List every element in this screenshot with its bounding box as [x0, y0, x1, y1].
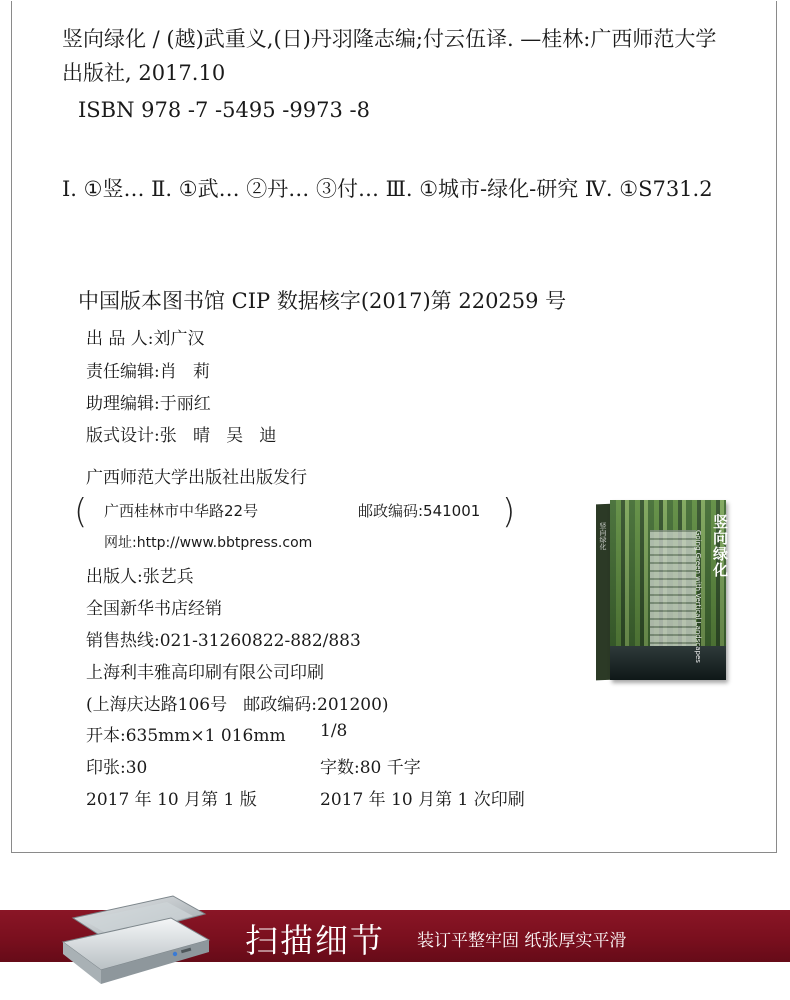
printing: 2017 年 10 月第 1 次印刷	[320, 790, 525, 810]
isbn: ISBN 978 -7 -5495 -9973 -8	[78, 98, 370, 122]
right-bracket: )	[502, 492, 516, 532]
format: 开本:635mm×1 016mm	[86, 726, 286, 746]
fold: 1/8	[320, 721, 348, 741]
cip-description: 竖向绿化 / (越)武重义,(日)丹羽隆志编;付云伍译. —桂林:广西师范大学出版社, 2017.10	[62, 27, 717, 85]
book-title: 竖向绿化	[711, 514, 729, 578]
publisher-person: 出版人:张艺兵	[86, 567, 194, 587]
publisher-address: 广西桂林市中华路22号	[104, 502, 259, 520]
sheets: 印张:30	[86, 758, 148, 778]
building-illustration	[650, 530, 696, 650]
publisher-name: 广西师范大学出版社出版发行	[86, 468, 307, 488]
cip-classification: Ⅰ. ①竖… Ⅱ. ①武… ②丹… ③付… Ⅲ. ①城市-绿化-研究 Ⅳ. ①S731.2	[62, 177, 713, 201]
credit-label: 版式设计:	[86, 426, 160, 446]
book-spine-title: 竖向绿化	[599, 521, 607, 551]
credit-value: 张 晴 吴 迪	[159, 426, 277, 446]
distribution: 全国新华书店经销	[86, 599, 222, 619]
cip-number: 中国版本图书馆 CIP 数据核字(2017)第 220259 号	[78, 289, 567, 313]
scanner-icon	[55, 888, 215, 988]
printer-address: (上海庆达路106号 邮政编码:201200)	[86, 695, 389, 715]
credit-assistant-editor	[86, 389, 211, 414]
credit-layout-design	[86, 421, 276, 446]
credit-value: 刘广汉	[153, 329, 205, 349]
publisher-postcode: 邮政编码:541001	[358, 502, 481, 520]
banner-subtitle: 装订平整牢固 纸张厚实平滑	[417, 931, 627, 951]
printer: 上海利丰雅高印刷有限公司印刷	[86, 663, 324, 683]
pool-illustration	[610, 646, 726, 680]
book-front	[610, 500, 729, 680]
book-subtitle: Going Green with Vertical Landscapes	[694, 530, 702, 663]
credit-producer	[86, 324, 205, 349]
edition: 2017 年 10 月第 1 版	[86, 790, 257, 810]
left-bracket: (	[74, 492, 88, 532]
credit-value: 于丽红	[159, 394, 211, 414]
credit-editor	[86, 357, 210, 382]
credit-value: 肖 莉	[159, 362, 210, 382]
sales-hotline: 销售热线:021-31260822-882/883	[86, 631, 361, 651]
word-count: 字数:80 千字	[320, 758, 421, 778]
credit-label: 出 品 人:	[86, 329, 154, 349]
credit-label: 责任编辑:	[86, 362, 160, 382]
credit-label: 助理编辑:	[86, 394, 160, 414]
book-cover-image	[596, 500, 728, 682]
publisher-website: 网址:http://www.bbtpress.com	[104, 535, 313, 551]
banner-title: 扫描细节	[245, 921, 385, 960]
